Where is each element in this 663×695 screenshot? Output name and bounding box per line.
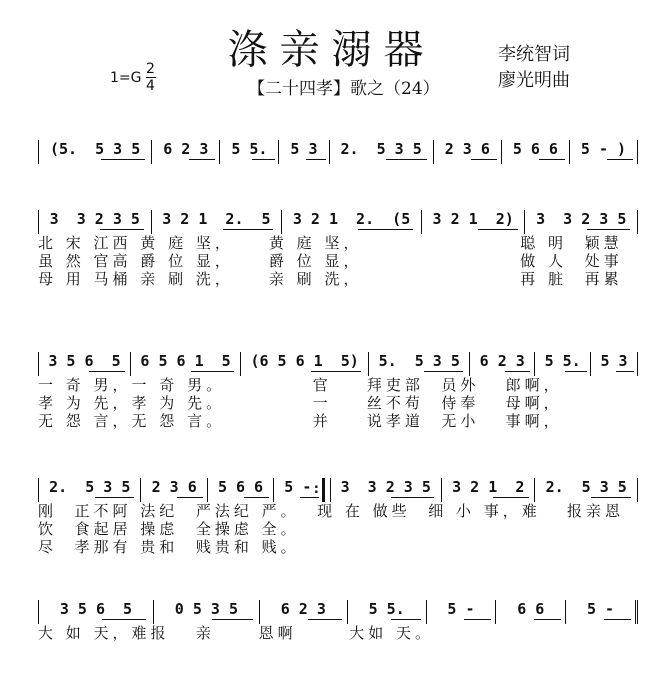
measure-notes: 5 5. <box>544 352 581 370</box>
beam-line <box>358 229 412 230</box>
system-5 <box>38 594 638 642</box>
measure-notes: 2. 5 3 5 <box>340 140 422 158</box>
notes-row <box>38 134 638 164</box>
beam-line <box>587 229 631 230</box>
measure-notes: 3 5 6 5 <box>59 600 133 618</box>
beam-line <box>223 229 274 230</box>
measure <box>130 352 240 376</box>
measure-notes: 6 2 3 <box>163 140 209 158</box>
meter-top: 2 <box>146 61 155 77</box>
measure-notes: 6 6 <box>517 600 545 618</box>
measure <box>368 352 469 376</box>
beam-line <box>101 159 145 160</box>
lyric-line: 大 如 天，难报 亲 恩啊 大如 天。 <box>38 624 435 642</box>
song-title: 涤亲溺器 <box>227 27 436 73</box>
measure-notes: 5 6 6 <box>512 140 558 158</box>
notes-row <box>38 204 638 234</box>
beam-line <box>391 497 434 498</box>
beam-line <box>252 159 275 160</box>
measure-notes: 3 5 6 5 <box>48 352 121 370</box>
measure-notes: 0 5 3 5 <box>174 600 239 618</box>
key-signature <box>110 62 156 93</box>
beam-line <box>212 619 253 620</box>
measure <box>38 600 153 624</box>
key-label: 1=G <box>110 69 142 86</box>
lyric-line: 饮 食起居 操虑 全操虑 全。 <box>38 520 300 538</box>
beam-line <box>100 229 144 230</box>
measure-notes: 3 2 1 2. (5 <box>292 210 411 228</box>
beam-line <box>89 371 125 372</box>
measure <box>207 478 273 502</box>
notes-row <box>38 346 638 376</box>
measure <box>347 600 426 624</box>
beam-line <box>300 497 318 498</box>
measure <box>565 600 638 624</box>
beam-line <box>493 497 529 498</box>
measure <box>38 140 151 164</box>
measure <box>524 210 638 234</box>
beam-line <box>534 619 561 620</box>
beam-line <box>565 371 586 372</box>
measure <box>281 210 421 234</box>
measure-notes: 3 2 1 2) <box>432 210 514 228</box>
beam-line <box>478 229 518 230</box>
beam-line <box>177 497 203 498</box>
song-subtitle: 【二十四孝】歌之（24） <box>248 79 440 99</box>
measure-notes: 5 - <box>447 600 475 618</box>
measure-notes: 5 - <box>284 478 312 496</box>
measure <box>534 352 590 376</box>
measure <box>569 140 638 164</box>
lyricist-credit: 李统智词 <box>498 44 570 65</box>
beam-line <box>539 159 565 160</box>
lyric-line: 虽 然 官高 爵 位 显， 爵 位 显， 做 人 处事 <box>38 252 623 270</box>
system-2 <box>38 204 638 288</box>
measure-notes: 6 2 3 <box>280 600 326 618</box>
beam-line <box>616 371 634 372</box>
beam-line <box>386 159 426 160</box>
notes-row <box>38 472 638 502</box>
measure-notes: 6 5 6 1 5 <box>140 352 231 370</box>
measure-notes: (6 5 6 1 5) <box>250 352 359 370</box>
measure-notes: 2. 5 3 5 <box>545 478 627 496</box>
beam-line <box>102 619 146 620</box>
measure <box>38 210 151 234</box>
measure-notes: 2 3 6 <box>444 140 490 158</box>
measure <box>495 600 565 624</box>
notes-row <box>38 594 638 624</box>
measure-notes: 3 2 1 2. 5 <box>162 210 271 228</box>
lyric-line: 刚 正不阿 法纪 严法纪 严。 现 在 做些 细 小 事，难 报亲恩 <box>38 502 625 520</box>
beam-line <box>471 159 497 160</box>
measure <box>153 600 259 624</box>
beam-line <box>607 159 633 160</box>
measure <box>329 140 433 164</box>
measure-notes: 5 - ) <box>580 140 627 158</box>
measure <box>151 140 219 164</box>
lyric-line: 母 用 马桶 亲 刷 洗， 亲 刷 洗， 再 脏 再累 <box>38 270 623 288</box>
measure-notes: 5 6 6 <box>217 478 264 496</box>
measure <box>259 600 347 624</box>
time-signature <box>146 62 156 93</box>
beam-line <box>244 497 270 498</box>
measure-notes: 5 5. <box>368 600 405 618</box>
measure <box>441 478 534 502</box>
measure <box>534 478 637 502</box>
measure-notes: 5 - <box>587 600 615 618</box>
lyric-line: 尽 孝那有 贵和 贱贵和 贱。 <box>38 538 300 556</box>
measure <box>38 352 130 376</box>
lyric-line: 一 奇 男，一 奇 男。 官 拜吏部 员外 郎啊， <box>38 376 563 394</box>
measure <box>330 478 442 502</box>
beam-line <box>311 371 361 372</box>
beam-line <box>306 159 325 160</box>
lyric-line: 无 怨 言，无 怨 言。 并 说孝道 无小 事啊， <box>38 412 563 430</box>
beam-line <box>391 619 421 620</box>
measure <box>421 210 525 234</box>
lyric-line: 北 宋 江西 黄 庭 坚， 黄 庭 坚， 聪 明 颖慧 <box>38 234 623 252</box>
measure <box>240 352 368 376</box>
measure-notes: (5. 5 3 5 <box>49 140 141 158</box>
measure-notes: 5. 5 3 5 <box>378 352 460 370</box>
system-1 <box>38 134 638 164</box>
beam-line <box>505 371 530 372</box>
measure <box>590 352 638 376</box>
measure-notes: 2 3 6 <box>151 478 197 496</box>
beam-line <box>95 497 135 498</box>
measure <box>433 140 501 164</box>
measure-notes: 5 3 <box>600 352 628 370</box>
measure <box>273 478 324 502</box>
measure-notes: 3 3 2 3 5 <box>536 210 627 228</box>
lyric-line: 孝 为 先，孝 为 先。 一 丝不苟 侍奉 母啊， <box>38 394 563 412</box>
measure <box>469 352 534 376</box>
beam-line <box>604 619 631 620</box>
measure-notes: 6 2 3 <box>479 352 525 370</box>
measure-notes: 2. 5 3 5 <box>49 478 131 496</box>
measure <box>278 140 328 164</box>
measure <box>501 140 569 164</box>
measure-notes: 3 3 2 3 5 <box>340 478 431 496</box>
beam-line <box>189 159 215 160</box>
beam-line <box>591 497 631 498</box>
beam-line <box>191 371 234 372</box>
beam-line <box>464 619 491 620</box>
measure-notes: 3 3 2 3 5 <box>49 210 140 228</box>
measure <box>219 140 278 164</box>
measure <box>140 478 206 502</box>
measure <box>426 600 496 624</box>
measure-notes: 5 5. <box>231 140 268 158</box>
beam-line <box>424 371 463 372</box>
measure <box>38 478 140 502</box>
system-3 <box>38 346 638 430</box>
measure-notes: 5 3 <box>290 140 318 158</box>
meter-bottom: 4 <box>146 78 155 94</box>
measure-notes: 3 2 1 2 <box>452 478 525 496</box>
beam-line <box>308 619 342 620</box>
measure <box>151 210 282 234</box>
system-4 <box>38 472 638 556</box>
composer-credit: 廖光明曲 <box>498 70 570 91</box>
